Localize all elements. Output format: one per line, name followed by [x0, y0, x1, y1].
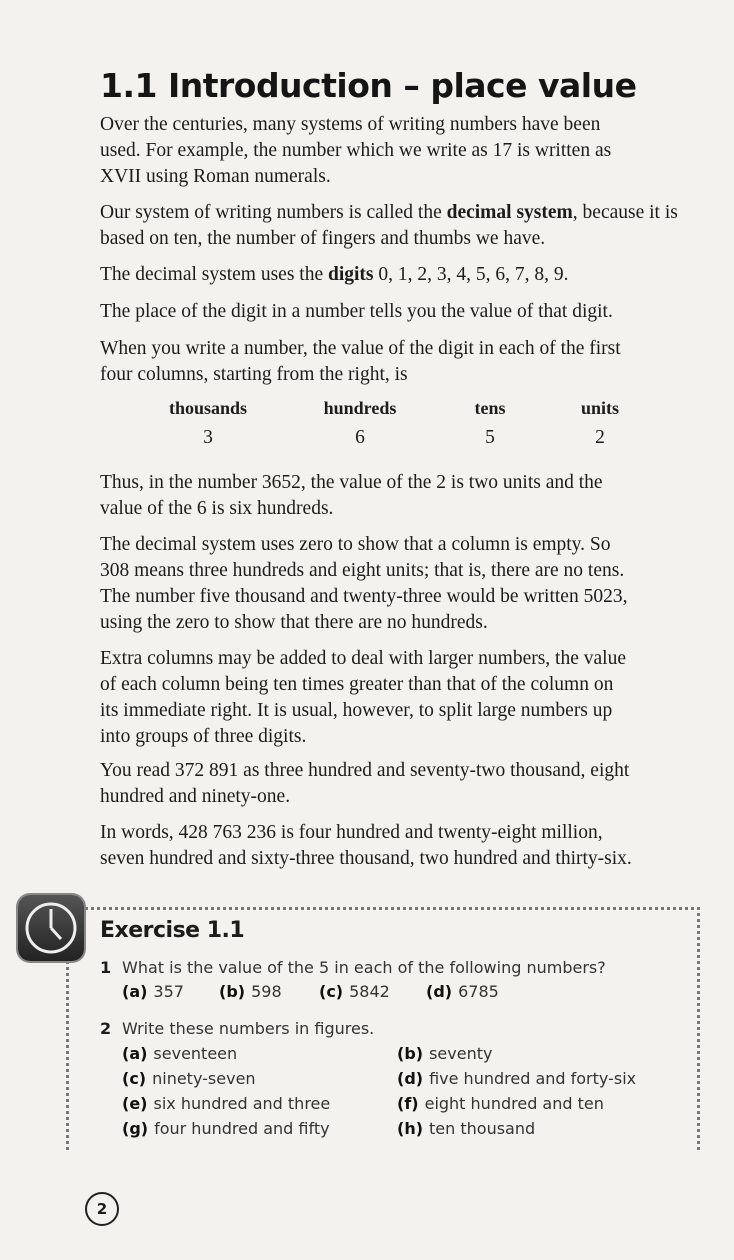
line: [100, 262, 725, 288]
digit: 6: [355, 427, 365, 448]
value: seventeen: [153, 1044, 238, 1063]
page-number: 2: [85, 1192, 119, 1226]
header: tens: [474, 398, 506, 418]
column-hundreds: [300, 396, 420, 450]
digit: 2: [595, 427, 605, 448]
column-tens: [430, 396, 550, 450]
q2-part-c: [122, 1068, 256, 1090]
q2-part-g: [122, 1118, 330, 1140]
value: 6785: [458, 982, 499, 1001]
label: (h): [397, 1119, 424, 1138]
value: ninety-seven: [152, 1069, 256, 1088]
line: used. For example, the number which we write as 17 is written as: [100, 140, 612, 161]
paragraph-roman: [100, 112, 725, 190]
paragraph-example: [100, 470, 725, 522]
term: decimal system: [446, 202, 573, 223]
value: five hundred and forty-six: [429, 1069, 637, 1088]
line: You read 372 891 as three hundred and seventy-two thousand, eight: [100, 760, 630, 781]
line: of each column being ten times greater than that of the column on: [100, 674, 614, 695]
q2-part-d: [397, 1068, 636, 1090]
line: When you write a number, the value of the digit in each of the first: [100, 338, 621, 359]
paragraph-decimal: [100, 200, 725, 252]
q1-part-c: [319, 981, 390, 1003]
question-text: Write these numbers in figures.: [122, 1019, 375, 1038]
text: 0, 1, 2, 3, 4, 5, 6, 7, 8, 9.: [373, 264, 569, 285]
q2-part-h: [397, 1118, 535, 1140]
line: hundred and ninety-one.: [100, 786, 291, 807]
line: Thus, in the number 3652, the value of the 2 is two units and the: [100, 472, 603, 493]
line: four columns, starting from the right, is: [100, 364, 408, 385]
line: The place of the digit in a number tells you the value of that digit.: [100, 301, 613, 322]
header: units: [580, 398, 620, 418]
label: (a): [122, 982, 148, 1001]
text: , because it is: [572, 202, 678, 223]
q2-part-e: [122, 1093, 330, 1115]
paragraph-extra-columns: [100, 646, 725, 750]
value: seventy: [429, 1044, 493, 1063]
value: 5842: [349, 982, 390, 1001]
label: (d): [426, 982, 453, 1001]
line: based on ten, the number of fingers and thumbs we have.: [100, 228, 546, 249]
q1-part-b: [219, 981, 282, 1003]
paragraph-columns: [100, 336, 725, 388]
q2-part-a: [122, 1043, 237, 1065]
line: its immediate right. It is usual, however, to split large numbers up: [100, 700, 613, 721]
line: into groups of three digits.: [100, 726, 307, 747]
label: (c): [122, 1069, 147, 1088]
label: (b): [397, 1044, 424, 1063]
line: The number five thousand and twenty-three would be written 5023,: [100, 586, 628, 607]
value: four hundred and fifty: [154, 1119, 330, 1138]
question-text: What is the value of the 5 in each of the following numbers?: [122, 958, 606, 977]
q1-part-a: [122, 981, 184, 1003]
label: (b): [219, 982, 246, 1001]
label: (d): [397, 1069, 424, 1088]
paragraph-words: [100, 820, 725, 872]
q1-part-d: [426, 981, 499, 1003]
term: digits: [327, 264, 374, 285]
paragraph-read: [100, 758, 725, 810]
label: (a): [122, 1044, 148, 1063]
column-thousands: [148, 396, 268, 450]
q2-part-b: [397, 1043, 492, 1065]
value: eight hundred and ten: [424, 1094, 604, 1113]
value: ten thousand: [429, 1119, 536, 1138]
section-title: 1.1 Introduction – place value: [100, 66, 637, 105]
label: (c): [319, 982, 344, 1001]
line: using the zero to show that there are no hundreds.: [100, 612, 488, 633]
label: (f): [397, 1094, 419, 1113]
line: seven hundred and sixty-three thousand, two hundred and thirty-six.: [100, 848, 632, 869]
line: Over the centuries, many systems of writing numbers have been: [100, 114, 601, 135]
value: six hundred and three: [153, 1094, 331, 1113]
line: [100, 200, 725, 226]
clock-icon: [18, 895, 84, 961]
paragraph-place: [100, 299, 725, 325]
line: In words, 428 763 236 is four hundred and twenty-eight million,: [100, 822, 603, 843]
line: XVII using Roman numerals.: [100, 166, 331, 187]
paragraph-zero: [100, 532, 725, 636]
digit: 3: [203, 427, 213, 448]
line: value of the 6 is six hundreds.: [100, 498, 334, 519]
exercise-title: Exercise 1.1: [100, 918, 245, 943]
label: (e): [122, 1094, 148, 1113]
label: (g): [122, 1119, 149, 1138]
text: Our system of writing numbers is called the: [100, 202, 447, 223]
value: 598: [251, 982, 282, 1001]
line: The decimal system uses zero to show that a column is empty. So: [100, 534, 611, 555]
question-number: 2: [100, 1019, 112, 1038]
header: hundreds: [323, 398, 397, 418]
text: The decimal system uses the: [100, 264, 328, 285]
digit: 5: [485, 427, 495, 448]
q2-part-f: [397, 1093, 604, 1115]
paragraph-digits: [100, 262, 725, 288]
header: thousands: [168, 398, 248, 418]
question-number: 1: [100, 958, 112, 977]
line: Extra columns may be added to deal with larger numbers, the value: [100, 648, 626, 669]
column-units: [540, 396, 660, 450]
value: 357: [153, 982, 184, 1001]
line: 308 means three hundreds and eight units; that is, there are no tens.: [100, 560, 625, 581]
